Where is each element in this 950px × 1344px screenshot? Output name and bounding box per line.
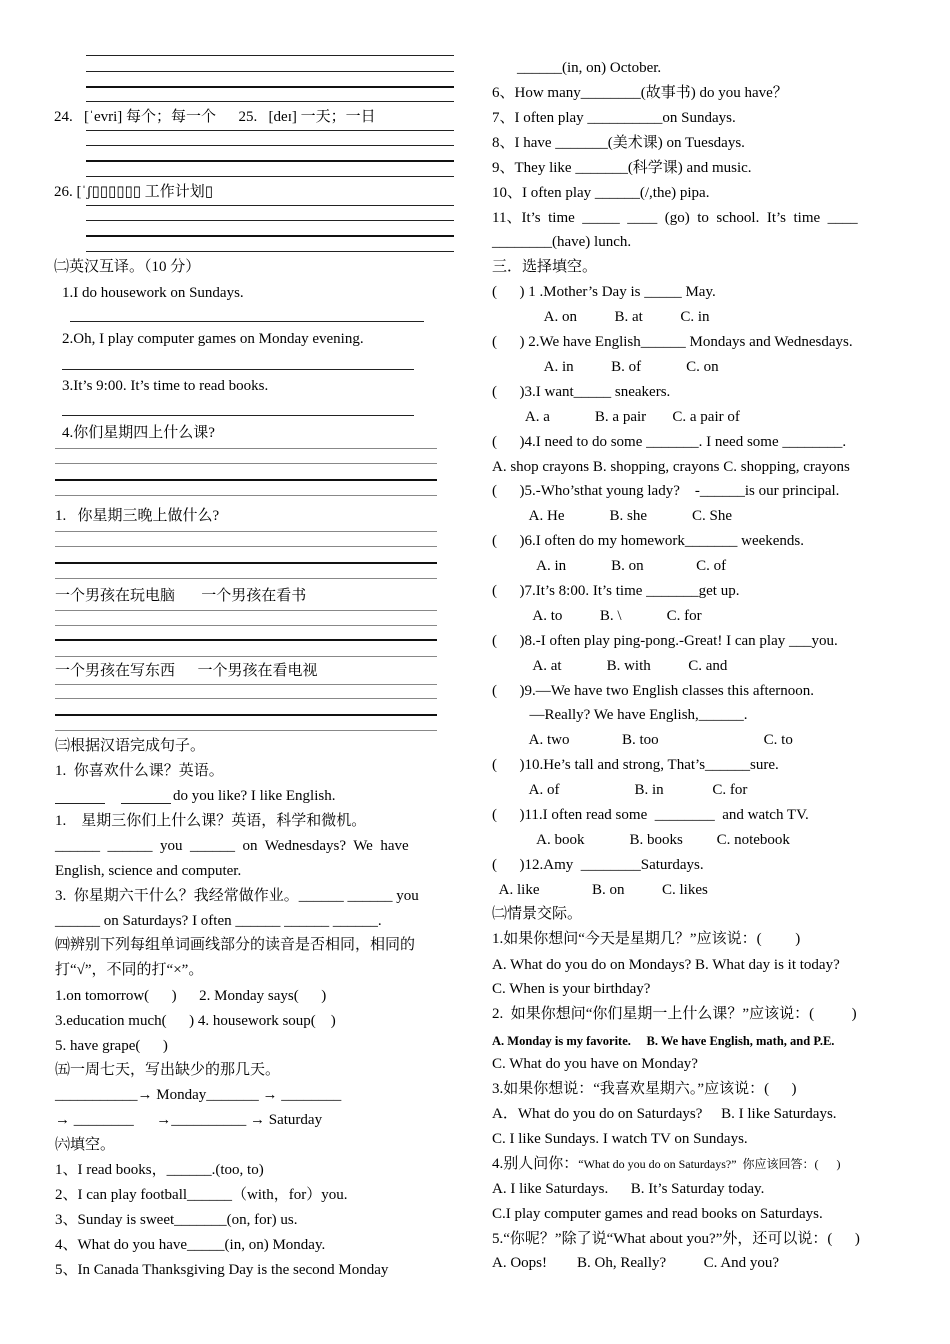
mc-line: —Really? We have English,______. [492,707,748,723]
situation-line: 1.如果你想问“今天是星期几？”应该说：( ) [492,931,801,947]
situation-line: A. I like Saturdays. B. It’s Saturday today. [492,1181,765,1197]
mc-line: ( )9.—We have two English classes this afternoon. [492,683,815,699]
answer-line [62,415,414,416]
mc-line: A. a B. a pair C. a pair of [492,409,740,425]
mc-line: ( )4.I need to do some _______. I need some ________. [492,434,847,450]
answer-line [55,578,437,579]
mc-line: A. in B. on C. of [492,558,727,574]
section-3-title: ㈢根据汉语完成句子。 [55,738,206,754]
answer-line [55,639,437,641]
mc-line: A. like B. on C. likes [492,882,708,898]
answer-line [55,730,437,731]
s3-q2-answer-cont: English, science and computer. [55,863,242,879]
answer-line [86,55,454,56]
mc-line: ( ) 2.We have English______ Mondays and Wednesdays. [492,334,853,350]
answer-line [55,479,437,481]
s6-item: 1、I read books，______.(too, to) [55,1162,264,1178]
mc-line: A. on B. at C. in [492,309,710,325]
answer-line [86,101,454,102]
s5-row: → ________ →__________ → Saturday [55,1112,323,1128]
answer-line [55,684,437,685]
answer-line [62,369,414,370]
answer-line [55,531,437,532]
s4-row: 1.on tomorrow( ) 2. Monday says( ) [55,988,327,1004]
s4-row: 5. have grape( ) [55,1038,168,1054]
s6-item: 3、Sunday is sweet_______(on, for) us. [55,1212,298,1228]
fill-item: 8、I have _______(美术课) on Tuesdays. [492,135,745,151]
fill-item: ________(have) lunch. [492,234,632,250]
situation-q4-cn: 4.别人问你： [492,1156,579,1172]
section-2-title: ㈡英汉互译。（10 分） [54,259,201,275]
s5-row: ___________→ Monday_______ → ________ [55,1087,342,1103]
vocab-24-25: 24. [ˈevri] 每个；每一个 25. [deɪ] 一天；一日 [54,109,376,125]
fill-item: 11、It’s time _____ ____ (go) to school. It’s time ____ [492,210,858,226]
situation-q4-en: “What do you do on Saturdays?” 你应该回答：( ) [578,1157,841,1171]
answer-line [86,220,454,221]
situation-line: 5.“你呢？”除了说“What about you?”外，还可以说：( ) [492,1231,860,1247]
answer-line [86,130,454,131]
mc-line: A. two B. too C. to [492,732,793,748]
answer-line [55,656,437,657]
answer-line [55,448,437,449]
blank-line [121,803,171,804]
situation-bold-options: A. Monday is my favorite. B. We have English, math, and P.E. [492,1034,835,1048]
answer-line [86,176,454,177]
situation-title: ㈡情景交际。 [492,906,583,922]
answer-line [55,714,437,716]
s3-q1-answer: do you like? I like English. [173,788,336,804]
s6-item: 4、What do you have_____(in, on) Monday. [55,1237,326,1253]
blank-line [55,803,105,804]
situation-line: A．What do you do on Saturdays? B. I like Saturdays. [492,1106,837,1122]
answer-line [55,562,437,564]
answer-line [86,145,454,146]
section-4-title: ㈣辨别下列每组单词画线部分的读音是否相同，相同的 [55,937,416,953]
s6-item: 5、In Canada Thanksgiving Day is the second Monday [55,1262,389,1278]
s3-q2: 1. 星期三你们上什么课？英语，科学和微机。 [55,813,367,829]
s3-q3-answer: ______ on Saturdays? I often ______ ______ ______. [55,913,382,929]
mc-line: ( )12.Amy ________Saturdays. [492,857,704,873]
translate-item: 4.你们星期四上什么课? [62,425,215,441]
answer-line [86,251,454,252]
s3-q3: 3. 你星期六干什么？我经常做作业。______ ______ you [55,888,419,904]
answer-line [55,495,437,496]
s3-q2-answer: ______ ______ you ______ on Wednesdays? We have [55,838,409,854]
mc-line: A. He B. she C. She [492,508,732,524]
mc-line: A. to B. \ C. for [492,608,702,624]
situation-line: C.I play computer games and read books on Saturdays. [492,1206,823,1222]
answer-line [70,321,424,322]
mc-line: ( )10.He’s tall and strong, That’s______sure. [492,757,779,773]
translate-item: 2.Oh, I play computer games on Monday evening. [62,331,364,347]
mc-line: ( )8.-I often play ping-pong.-Great! I can play ___you. [492,633,838,649]
answer-line [55,698,437,699]
mc-line: ( )3.I want_____ sneakers. [492,384,671,400]
situation-line: C. When is your birthday? [492,981,651,997]
section-5-title: ㈤一周七天，写出缺少的那几天。 [55,1062,281,1078]
mc-line: ( )7.It’s 8:00. It’s time _______get up. [492,583,740,599]
answer-line [55,625,437,626]
situation-line: A. Oops! B. Oh, Really? C. And you? [492,1255,780,1271]
s4-row: 3.education much( ) 4. housework soup( ) [55,1013,336,1029]
s3-q1: 1. 你喜欢什么课？英语。 [55,763,224,779]
situation-line: C. What do you have on Monday? [492,1056,698,1072]
translate-item: 3.It’s 9:00. It’s time to read books. [62,378,269,394]
situation-line: C. I like Sundays. I watch TV on Sundays. [492,1131,748,1147]
answer-line [86,205,454,206]
vocab-26: 26. [ˈʃ▯▯▯▯▯▯ 工作计划▯ [54,184,214,200]
situation-q4 [492,1155,841,1173]
answer-line [55,546,437,547]
mc-line: ( )5.-Who’sthat young lady? -______is our principal. [492,483,840,499]
translate-pair: 一个男孩在玩电脑 一个男孩在看书 [55,588,307,604]
mc-line: A. book B. books C. notebook [492,832,790,848]
answer-line [86,160,454,162]
mc-line: A. at B. with C. and [492,658,728,674]
translate-item: 1.I do housework on Sundays. [62,285,244,301]
mc-line: A. in B. of C. on [492,359,719,375]
situation-line: A. What do you do on Mondays? B. What day is it today? [492,957,840,973]
fill-item: 6、How many________(故事书) do you have？ [492,85,788,101]
section-4-title-cont: 打“√”，不同的打“×”。 [55,962,204,978]
mc-title: 三．选择填空。 [492,259,598,275]
mc-line: ( ) 1 .Mother’s Day is _____ May. [492,284,716,300]
fill-item: ______(in, on) October. [517,60,662,76]
mc-line: A. of B. in C. for [492,782,748,798]
situation-line: 2. 如果你想问“你们星期一上什么课？”应该说：( ) [492,1006,857,1022]
translate-pair: 一个男孩在写东西 一个男孩在看电视 [55,663,318,679]
answer-line [86,235,454,237]
mc-line: ( )11.I often read some ________ and watch TV. [492,807,809,823]
fill-item: 10、I often play ______(/,the) pipa. [492,185,710,201]
s6-item: 2、I can play football______（with，for）you. [55,1187,348,1203]
fill-item: 7、I often play __________on Sundays. [492,110,736,126]
situation-line: 3.如果你想说：“我喜欢星期六。”应该说：( ) [492,1081,797,1097]
answer-line [86,86,454,88]
section-6-title: ㈥填空。 [55,1137,116,1153]
mc-line: A. shop crayons B. shopping, crayons C. shopping, crayons [492,459,850,475]
fill-item: 9、They like _______(科学课) and music. [492,160,752,176]
answer-line [55,610,437,611]
answer-line [86,71,454,72]
answer-line [55,463,437,464]
mc-line: ( )6.I often do my homework_______ weekends. [492,533,805,549]
translate-extra: 1. 你星期三晚上做什么? [55,508,220,524]
